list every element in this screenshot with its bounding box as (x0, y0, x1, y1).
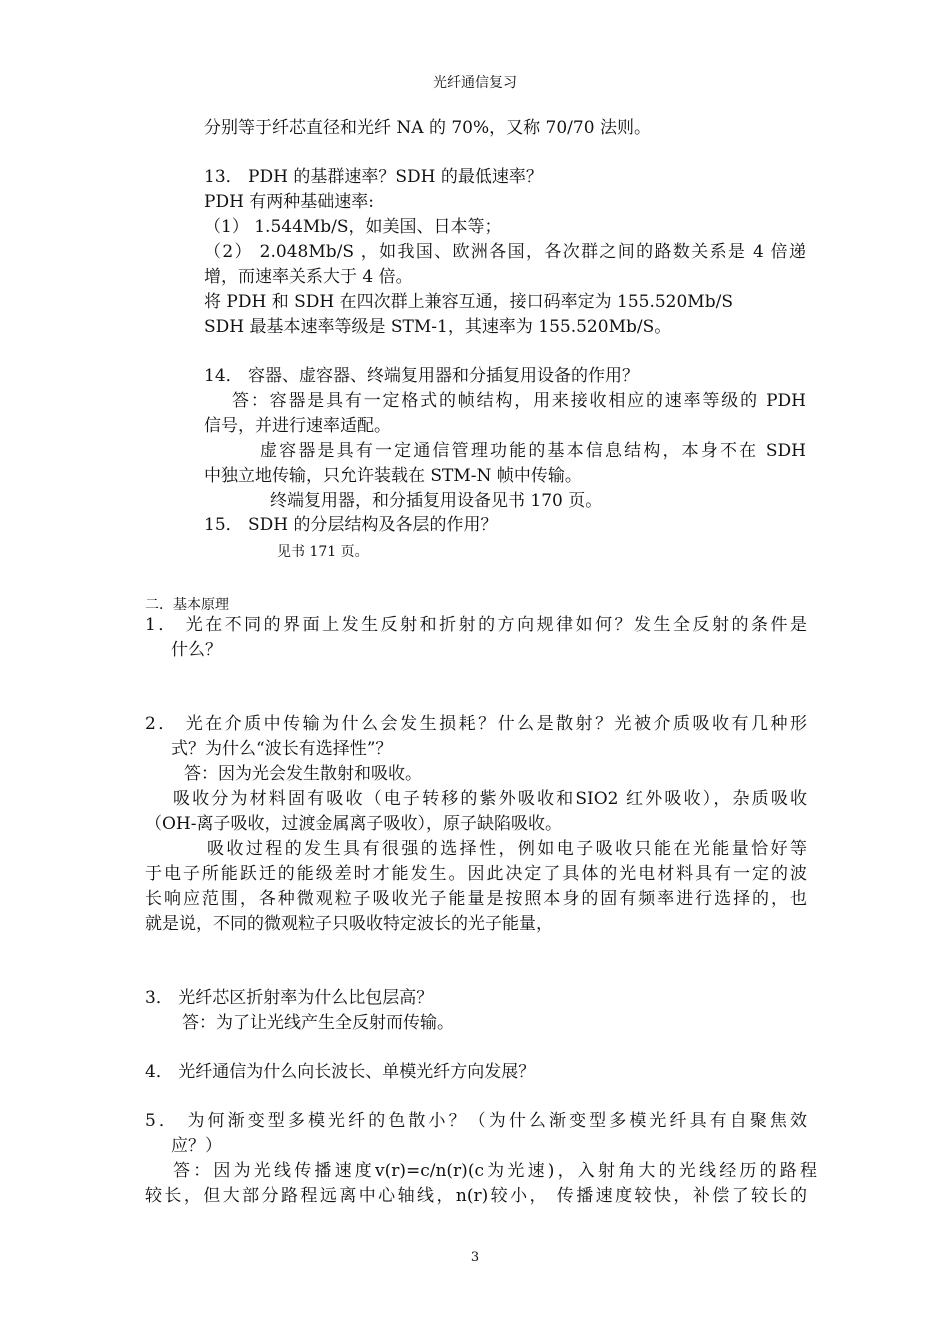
q13-line: SDH 最基本速率等级是 STM-1，其速率为 155.520Mb/S。 (204, 317, 672, 337)
q3-answer: 答：为了让光线产生全反射而传输。 (182, 1013, 454, 1033)
continuation-line: 分别等于纤芯直径和光纤 NA 的 70%，又称 70/70 法则。 (204, 118, 651, 138)
question-2-line: 2． 光在介质中传输为什么会发生损耗？什么是散射？光被介质吸收有几种形 (145, 714, 807, 734)
question-15-title: 15． SDH 的分层结构及各层的作用？ (204, 515, 498, 535)
q15-answer: 见书 171 页。 (277, 544, 369, 560)
q13-line: 将 PDH 和 SDH 在四次群上兼容互通，接口码率定为 155.520Mb/S (204, 292, 733, 312)
page-header: 光纤通信复习 (433, 75, 517, 91)
q13-line: （1） 1.544Mb/S，如美国、日本等； (204, 217, 502, 237)
q5-answer-line: 答：因为光线传播速度v(r)=c/n(r)(c为光速)，入射角大的光线经历的路程 (173, 1161, 817, 1181)
q14-answer-line: 信号，并进行速率适配。 (204, 416, 391, 436)
q14-answer-line: 中独立地传输，只允许装载在 STM-N 帧中传输。 (204, 466, 582, 486)
question-1-line: 什么？ (171, 640, 222, 660)
question-3-title: 3． 光纤芯区折射率为什么比包层高？ (145, 988, 434, 1008)
q13-line: PDH 有两种基础速率: (204, 192, 375, 212)
q13-line: 增，而速率关系大于 4 倍。 (204, 267, 413, 287)
q14-answer-line: 答：容器是具有一定格式的帧结构，用来接收相应的速率等级的 PDH (232, 391, 806, 411)
question-5-line: 5． 为何渐变型多模光纤的色散小？（为什么渐变型多模光纤具有自聚焦效 (145, 1111, 807, 1131)
question-13-title: 13． PDH 的基群速率？SDH 的最低速率？ (204, 167, 543, 187)
q5-answer-line: 较长，但大部分路程远离中心轴线，n(r)较小， 传播速度较快，补偿了较长的 (145, 1186, 807, 1206)
q2-answer-line: （OH-离子吸收，过渡金属离子吸收），原子缺陷吸收。 (145, 814, 563, 834)
q2-answer-line: 吸收分为材料固有吸收（电子转移的紫外吸收和SIO2 红外吸收），杂质吸收 (173, 789, 807, 809)
question-1-line: 1． 光在不同的界面上发生反射和折射的方向规律如何？发生全反射的条件是 (145, 615, 807, 635)
page-number: 3 (470, 1250, 480, 1265)
section-heading: 二．基本原理 (145, 597, 229, 613)
q13-line: （2） 2.048Mb/S ，如我国、欧洲各国，各次群之间的路数关系是 4 倍递 (204, 242, 806, 262)
q2-answer-line: 就是说，不同的微观粒子只吸收特定波长的光子能量， (145, 914, 553, 934)
q14-answer-line: 虚容器是具有一定通信管理功能的基本信息结构，本身不在 SDH (260, 441, 806, 461)
q2-answer-line: 长响应范围，各种微观粒子吸收光子能量是按照本身的固有频率进行选择的，也 (145, 889, 807, 909)
q14-answer-line: 终端复用器，和分插复用设备见书 170 页。 (270, 491, 603, 511)
question-4-title: 4． 光纤通信为什么向长波长、单模光纤方向发展？ (145, 1062, 536, 1082)
q2-answer-line: 吸收过程的发生具有很强的选择性，例如电子吸收只能在光能量恰好等 (207, 839, 807, 859)
question-2-line: 式？为什么“波长有选择性”？ (171, 739, 393, 759)
q2-answer-line: 答：因为光会发生散射和吸收。 (184, 764, 422, 784)
question-14-title: 14． 容器、虚容器、终端复用器和分插复用设备的作用？ (204, 366, 640, 386)
question-5-line: 应？） (171, 1136, 222, 1156)
q2-answer-line: 于电子所能跃迁的能级差时才能发生。因此决定了具体的光电材料具有一定的波 (145, 864, 807, 884)
